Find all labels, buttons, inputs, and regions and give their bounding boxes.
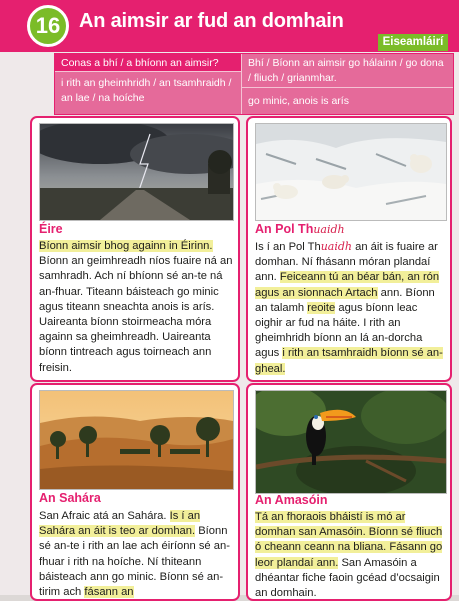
card-eire [30, 116, 240, 382]
card-title-eire: Éire [39, 222, 63, 236]
polar-bears-photo [255, 123, 447, 221]
title-handwritten: uaidh [313, 223, 345, 236]
toucan-rainforest-photo [255, 390, 447, 494]
body-text: agus bíonn leac oighir ar fud na háite. I rith an gheimhridh bíonn an lá an-dorcha agus [255, 301, 423, 360]
card-amason [246, 383, 452, 601]
page-title: An aimsir ar fud an domhain [79, 10, 344, 32]
body-text: San Afraic atá an Sahára. [39, 510, 170, 522]
body-text: ann. Bíonn an talamh [255, 286, 435, 314]
title-bar [0, 0, 459, 52]
sahara-desert-photo [39, 390, 234, 490]
highlight-text: Feiceann tú an béar bán, an rón agus an sionnach Artach [255, 271, 440, 299]
unit-number-badge: 16 [27, 5, 69, 47]
phrase-question-2: i rith an gheimhridh / an tsamhraidh / an lae / na hoíche [55, 72, 241, 114]
body-text: San Amasóin a dhéantar fiche faoin gcéad d’ocsaigin an domhain. [255, 556, 440, 600]
body-text: Is í an Pol Th [255, 241, 321, 253]
highlight-text: Is í an Sahára an áit is teo ar domhan. [39, 510, 201, 538]
highlight-text: i rith an tsamhraidh bíonn sé an-gheal. [255, 347, 443, 375]
card-text-eire [39, 239, 235, 376]
highlight-text: Tá an fhoraois bháistí is mó ar domhan san Amasóin. Bíonn sé fliuch ó cheann ceann na bliana. Fásann go leor plandaí ann. [255, 511, 443, 569]
highlight-text: reoite [307, 301, 336, 314]
body-text: an áit is fuaire ar domhan. Ní fhásann móran plandaí ann. [255, 241, 438, 284]
card-sahara [30, 383, 240, 601]
highlight-text: fásann an [84, 586, 134, 599]
phrase-answer-1: Bhí / Bíonn an aimsir go hálainn / go dona / fliuch / grianmhar. [242, 54, 453, 87]
eire-storm-photo [39, 123, 234, 221]
card-pol-thuaidh [246, 116, 452, 382]
phrase-answer-2: go minic, anois is arís [242, 88, 453, 114]
card-title-pol-thuaidh [255, 222, 345, 236]
phrase-question-1: Conas a bhí / a bhíonn an aimsir? [55, 54, 241, 71]
example-phrases-table [54, 53, 454, 115]
body-text: Bíonn an geimhreadh níos fuaire ná an samhradh. Ach ní bhíonn sé an-te ná an-fhuar. Titeann báisteach go minic agus titeann sneachta anois is arís. Uaireanta bíonn stoirmeacha móra againn sa gheimhreadh. Uaireanta bíonn tintreach agus toirneach ann freisin. [39, 255, 233, 374]
title-print: An Pol Th [255, 222, 314, 236]
handwritten-text: uaidh [320, 240, 353, 253]
card-title-amason: An Amasóin [255, 493, 328, 507]
card-text-amason [255, 510, 447, 601]
body-text: Bíonn sé an-te i rith an lae ach éiríonn sé an-fhuar i rith na hoíche. Ní thiteann báisteach ann go minic. Bíonn sé an-tirim ach [39, 525, 230, 599]
highlight-text: Bíonn aimsir bhog againn in Éirinn. [39, 240, 213, 252]
card-text-sahara [39, 509, 235, 600]
examples-label: Eiseamláirí [378, 34, 448, 51]
card-text-pol-thuaidh [255, 239, 447, 377]
card-title-sahara: An Sahára [39, 491, 101, 505]
